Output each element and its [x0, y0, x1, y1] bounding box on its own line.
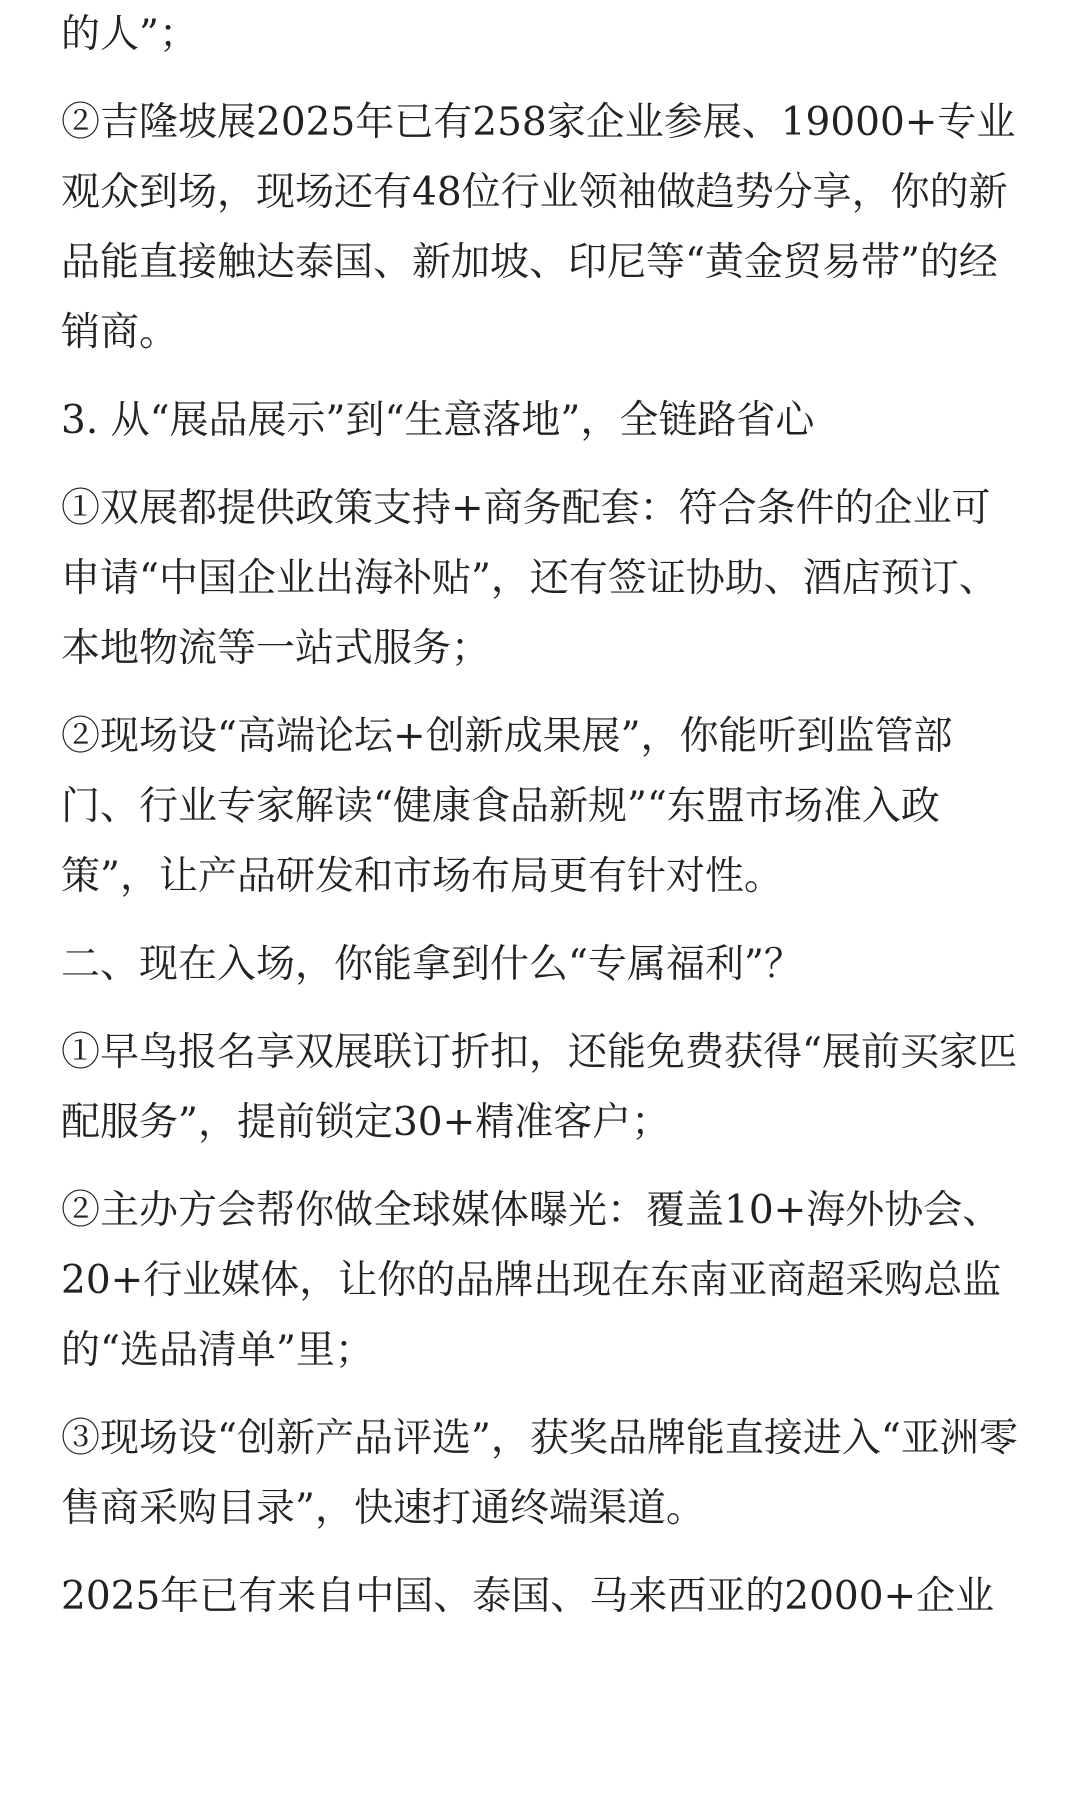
paragraph-closing: 2025年已有来自中国、泰国、马来西亚的2000+企业	[61, 1574, 995, 1619]
paragraph-early-bird: ①早鸟报名享双展联订折扣，还能免费获得“展前买家匹配服务”，提前锁定30+精准客户；	[61, 1030, 1017, 1145]
section-heading-benefits: 二、现在入场，你能拿到什么“专属福利”？	[61, 942, 803, 987]
paragraph-media-exposure: ②主办方会帮你做全球媒体曝光：覆盖10+海外协会、20+行业媒体，让你的品牌出现在东南亚商超采购总监的“选品清单”里；	[61, 1188, 1002, 1373]
article-body	[61, 0, 1021, 1632]
section-heading-3: 3. 从“展品展示”到“生意落地”，全链路省心	[61, 398, 815, 443]
paragraph-innovation-award: ③现场设“创新产品评选”，获奖品牌能直接进入“亚洲零售商采购目录”，快速打通终端渠道。	[61, 1416, 1018, 1531]
paragraph-intro-tail: 的人”；	[61, 12, 198, 57]
paragraph-forum: ②现场设“高端论坛+创新成果展”，你能听到监管部门、行业专家解读“健康食品新规”“东盟市场准入政策”，让产品研发和市场布局更有针对性。	[61, 714, 953, 899]
paragraph-policy-support: ①双展都提供政策支持+商务配套：符合条件的企业可申请“中国企业出海补贴”，还有签证协助、酒店预订、本地物流等一站式服务；	[61, 486, 998, 671]
paragraph-kl-expo: ②吉隆坡展2025年已有258家企业参展、19000+专业观众到场，现场还有48位行业领袖做趋势分享，你的新品能直接触达泰国、新加坡、印尼等“黄金贸易带”的经销商。	[61, 100, 1016, 355]
